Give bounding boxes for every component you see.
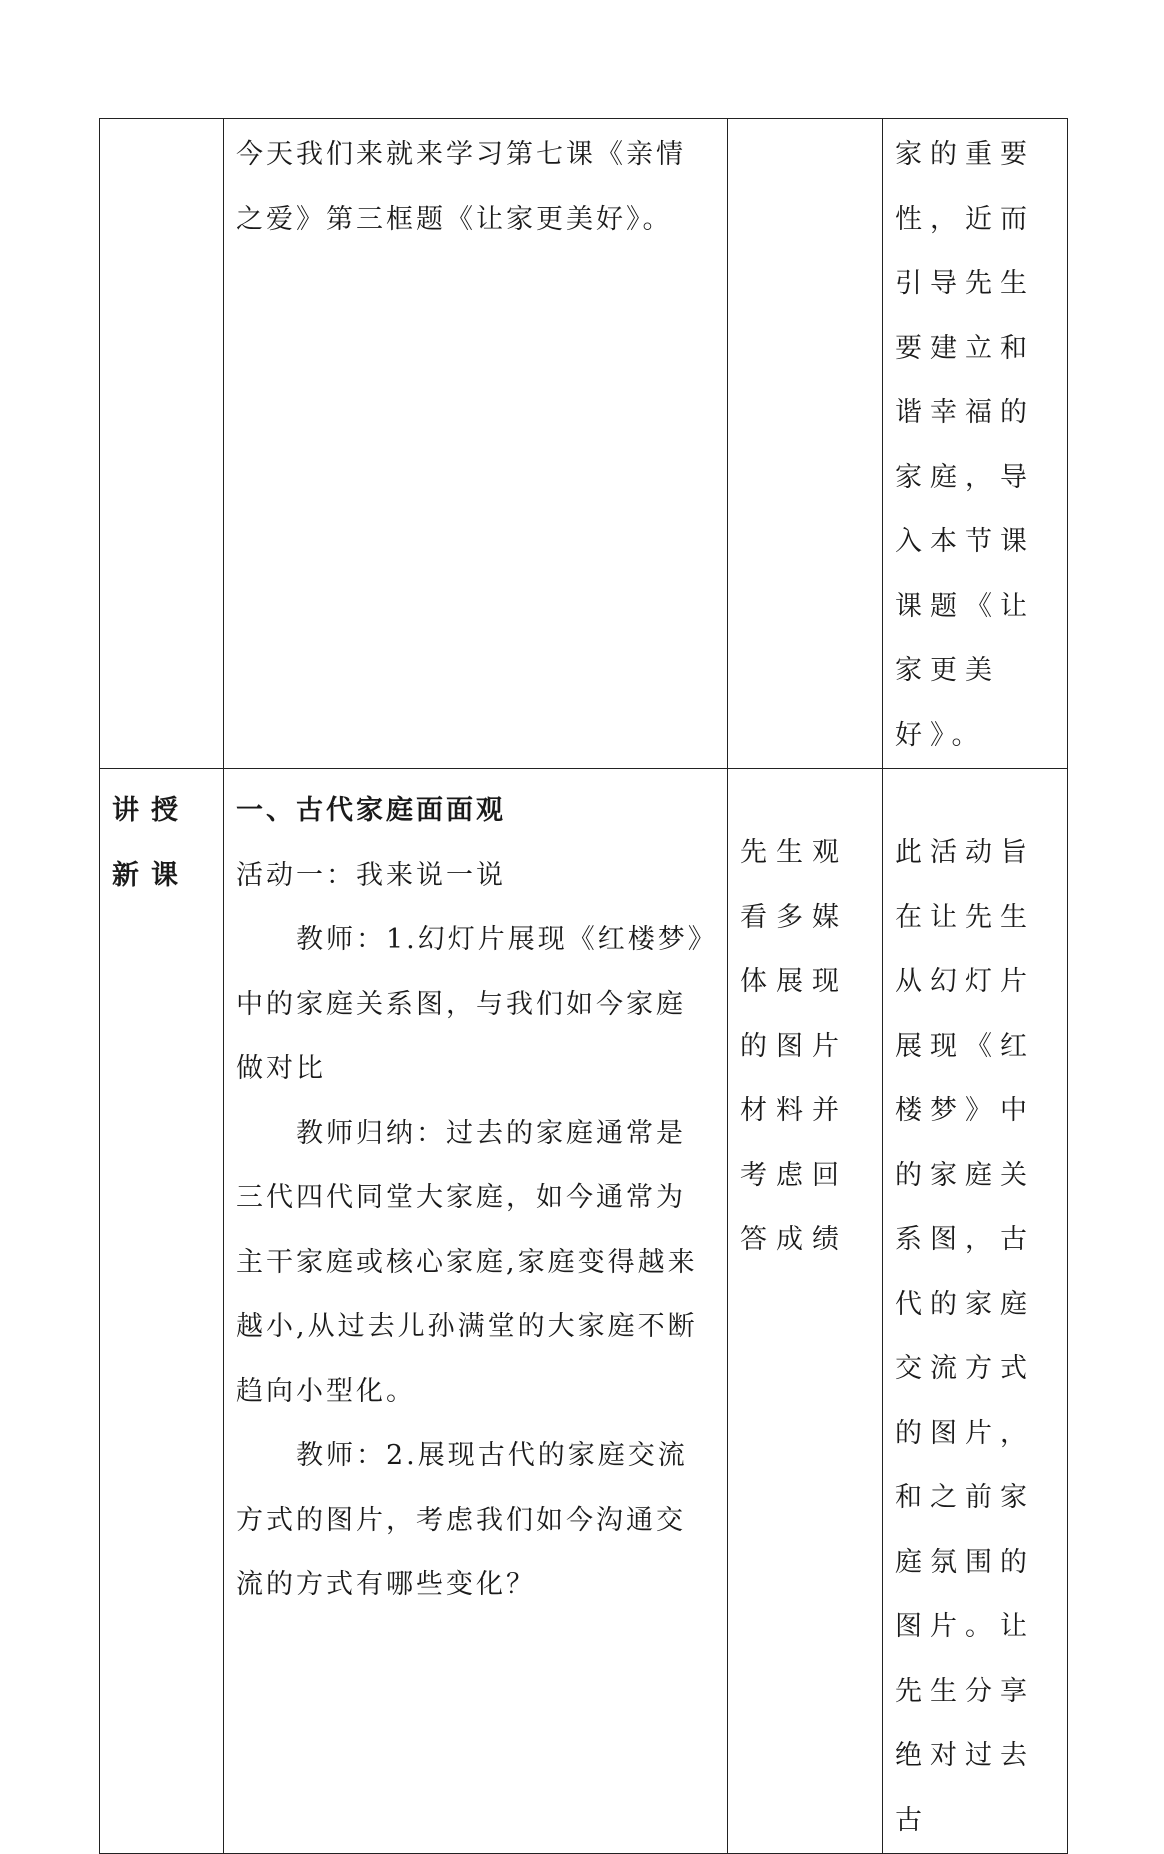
content-cell	[224, 769, 728, 1854]
stage-cell	[100, 119, 224, 769]
content-paragraph: 教师归纳：过去的家庭通常是三代四代同堂大家庭，如今通常为主干家庭或核心家庭,家庭变得越来越小,从过去儿孙满堂的大家庭不断趋向小型化。	[236, 1117, 698, 1407]
stage-label: 讲授新课	[112, 795, 190, 891]
content-paragraph: 教师：1.幻灯片展现《红楼梦》中的家庭关系图，与我们如今家庭做对比	[236, 924, 705, 1084]
lesson-plan-table	[99, 118, 1068, 1854]
table-row	[100, 119, 1068, 769]
design-intent-text: 此活动旨在让先生从幻灯片展现《红楼梦》中的家庭关系图，古代的家庭交流方式的图片，和之前家庭氛围的图片。让先生分享绝对过去古	[895, 837, 1035, 1836]
content-cell	[224, 119, 728, 769]
design-intent-cell	[883, 769, 1068, 1854]
content-paragraph: 教师：2.展现古代的家庭交流方式的图片，考虑我们如今沟通交流的方式有哪些变化？	[236, 1440, 688, 1600]
design-intent-cell	[883, 119, 1068, 769]
content-paragraph: 今天我们来就来学习第七课《亲情之爱》第三框题《让家更美好》。	[236, 139, 686, 235]
stage-label	[100, 119, 223, 129]
stage-cell	[100, 769, 224, 1854]
activity-title: 活动一：我来说一说	[236, 859, 506, 891]
student-activity-cell	[728, 119, 883, 769]
table-row	[100, 769, 1068, 1854]
section-heading: 一、古代家庭面面观	[236, 795, 506, 826]
student-activity-text: 先生观看多媒体展现的图片材料并考虑回答成绩	[740, 837, 848, 1255]
student-activity-text	[728, 119, 882, 123]
student-activity-cell	[728, 769, 883, 1854]
design-intent-text: 家的重要性，近而引导先生要建立和谐幸福的家庭，导入本节课课题《让家更美好》。	[895, 139, 1035, 751]
